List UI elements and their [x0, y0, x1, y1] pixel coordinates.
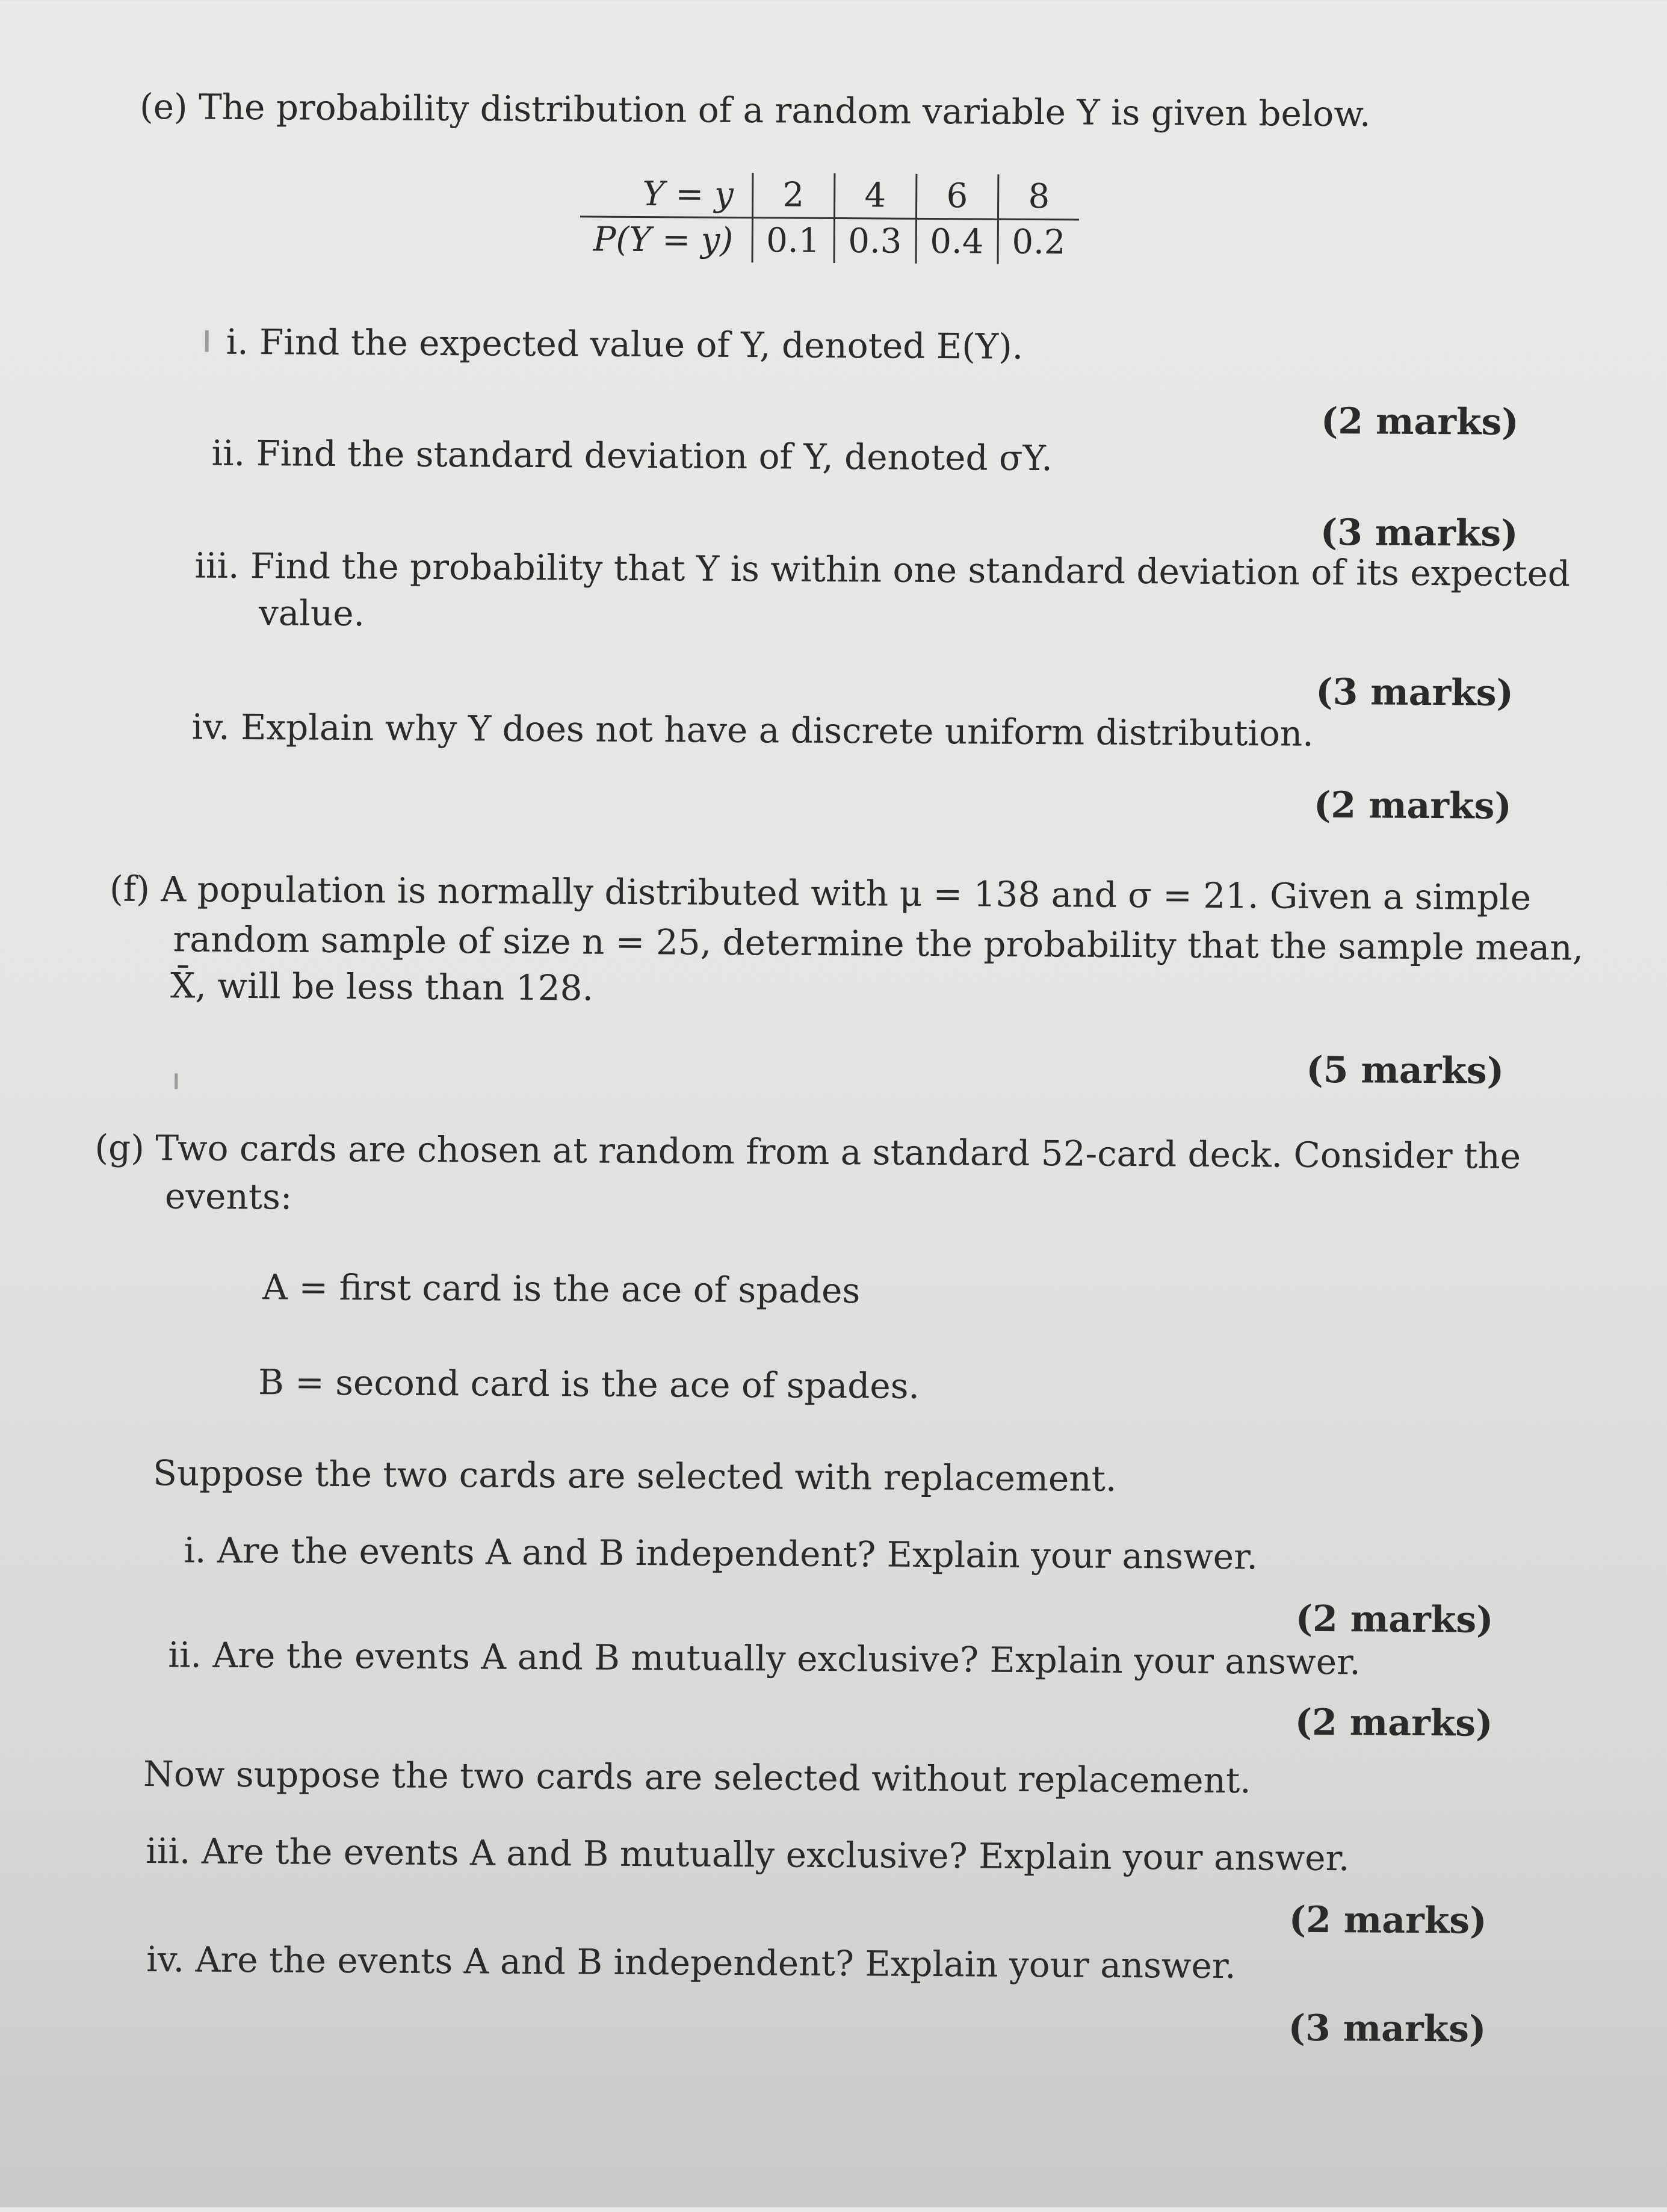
marks-badge: (2 marks) [1313, 784, 1512, 828]
pencil-mark [205, 330, 209, 352]
question-g-text: Two cards are chosen at random from a standard 52-card deck. Consider the [155, 1127, 1521, 1177]
table-row2-header: P(Y = y) [580, 217, 752, 262]
with-replacement-line: Suppose the two cards are selected with replacement. [153, 1452, 1117, 1499]
question-e-iv [192, 706, 1314, 755]
question-f-line1 [110, 869, 1531, 919]
question-g-label: (g) [94, 1127, 145, 1169]
item-text: Find the expected value of Y, denoted E(Y). [259, 321, 1024, 367]
question-e-intro-text: The probability distribution of a random variable Y is given below. [198, 86, 1371, 135]
table-value-cell: 4 [834, 173, 917, 218]
table-prob-cell: 0.4 [916, 218, 998, 264]
item-text: Explain why Y does not have a discrete uniform distribution. [240, 706, 1314, 754]
marks-badge: (3 marks) [1320, 511, 1518, 555]
question-f-text: A population is normally distributed with μ = 138 and σ = 21. Given a simple [161, 869, 1532, 919]
question-g-ii [168, 1634, 1361, 1684]
marks-badge: (3 marks) [1288, 2007, 1486, 2051]
item-text: Are the events A and B mutually exclusive? Explain your answer. [201, 1830, 1350, 1879]
table-prob-cell: 0.2 [1012, 222, 1066, 262]
question-g-line2: events: [164, 1176, 292, 1218]
probability-distribution-table [580, 172, 1080, 264]
item-text: Find the standard deviation of Y, denoted σY. [256, 433, 1053, 479]
question-g-iv [146, 1939, 1236, 1987]
table-value-cell: 2 [752, 173, 835, 218]
item-label: i. [226, 321, 249, 363]
question-f-label: (f) [109, 868, 150, 910]
item-label: i. [184, 1529, 206, 1571]
question-e-ii [211, 433, 1053, 480]
table-value-cell: 8 [998, 175, 1079, 220]
marks-badge: (5 marks) [1306, 1049, 1505, 1092]
table-prob-cell: 0.1 [752, 218, 835, 263]
without-replacement-line: Now suppose the two cards are selected without replacement. [143, 1753, 1251, 1802]
event-b: B = second card is the ace of spades. [258, 1362, 920, 1407]
item-label: iv. [191, 706, 230, 748]
item-label: iii. [146, 1830, 191, 1872]
table-row-probs [580, 217, 1079, 265]
question-g-iii [146, 1830, 1349, 1880]
question-e-intro [140, 86, 1371, 135]
question-e-iii [194, 545, 1570, 595]
item-text: Are the events A and B independent? Explain your answer. [195, 1939, 1236, 1987]
item-text: Are the events A and B mutually exclusive? Explain your answer. [212, 1634, 1361, 1683]
marks-badge: (2 marks) [1320, 400, 1519, 444]
marks-badge: (3 marks) [1315, 671, 1514, 714]
item-label: iv. [146, 1939, 185, 1980]
question-f-line2: random sample of size n = 25, determine the probability that the sample mean, [173, 919, 1584, 968]
question-f-line3: X̄, will be less than 128. [170, 965, 594, 1009]
item-label: ii. [211, 432, 246, 474]
item-text: Are the events A and B independent? Explain your answer. [217, 1529, 1258, 1578]
table-row1-header: Y = y [580, 172, 752, 217]
question-g-i [184, 1529, 1258, 1578]
marks-badge: (2 marks) [1288, 1898, 1487, 1942]
event-a: A = first card is the ace of spades [262, 1266, 861, 1312]
question-e-iii-cont: value. [258, 592, 365, 634]
marks-badge: (2 marks) [1294, 1701, 1493, 1745]
marks-badge: (2 marks) [1295, 1597, 1494, 1641]
question-g-line1 [94, 1127, 1521, 1178]
question-e-i [226, 321, 1023, 368]
pencil-mark [175, 1073, 178, 1089]
item-text: Find the probability that Y is within one standard deviation of its expected [250, 545, 1571, 595]
item-label: ii. [168, 1634, 202, 1676]
table-prob-cell: 0.3 [834, 218, 917, 263]
table-value-cell: 6 [916, 174, 998, 219]
table-row-values [580, 172, 1079, 220]
question-e-label: (e) [139, 85, 188, 128]
item-label: iii. [194, 545, 240, 586]
